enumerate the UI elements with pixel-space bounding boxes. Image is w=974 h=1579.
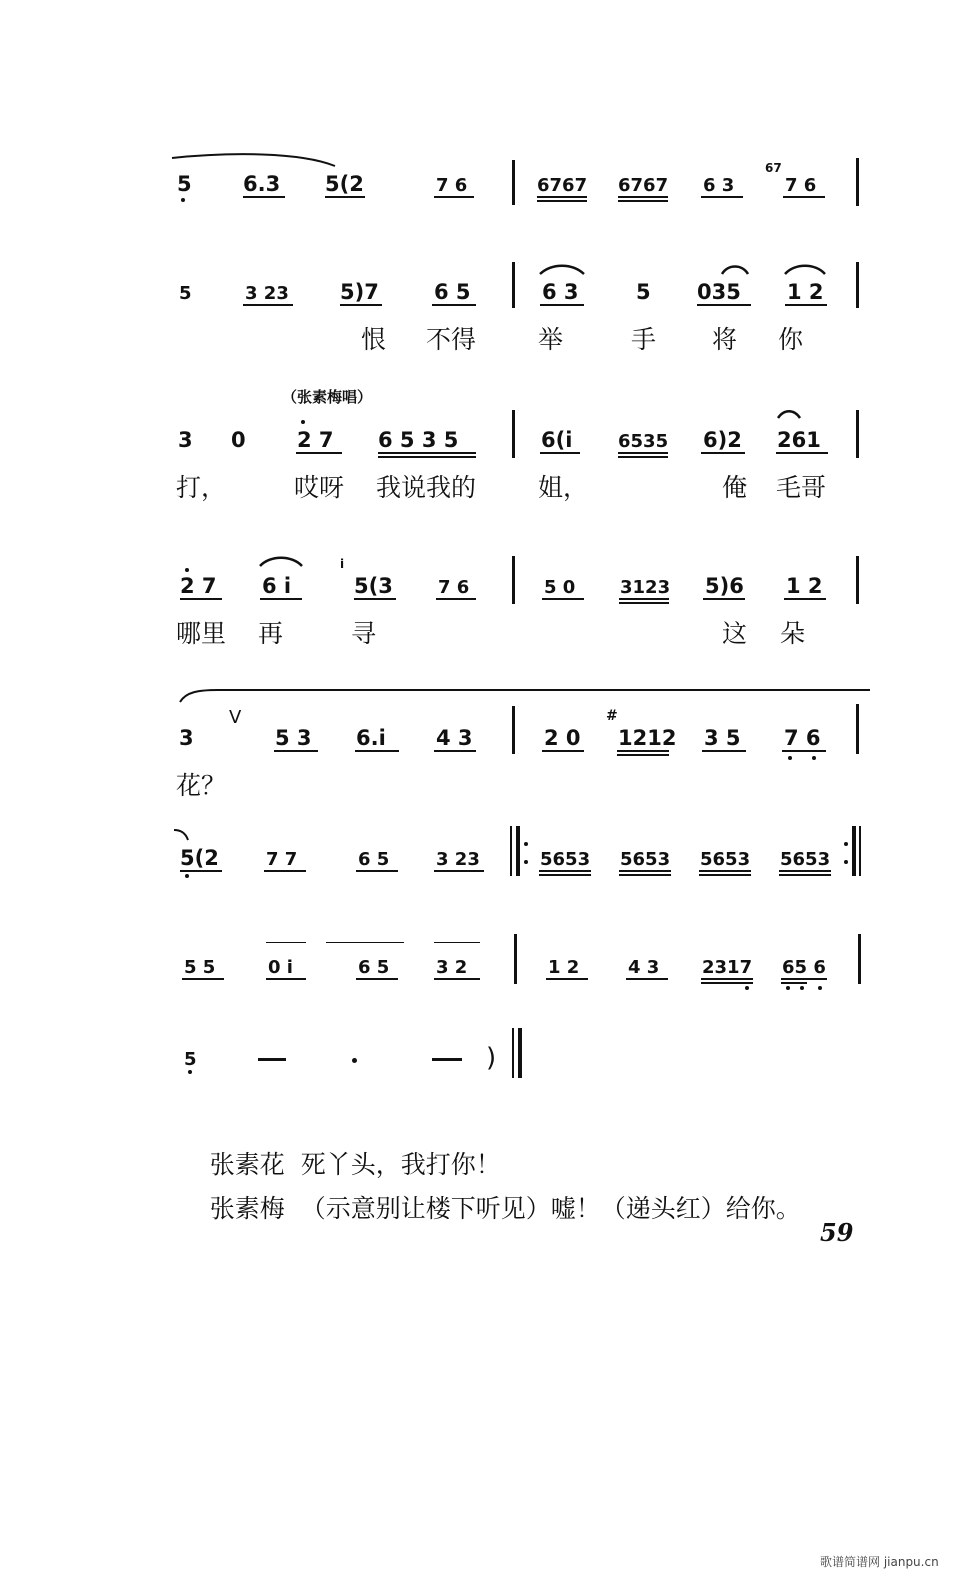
underline <box>356 870 398 872</box>
underline <box>540 304 584 306</box>
underline <box>436 598 476 600</box>
underline <box>701 978 753 980</box>
underline <box>699 870 751 872</box>
close-paren: ) <box>486 1043 497 1073</box>
dialog-line <box>178 1164 801 1254</box>
note-dot-low <box>185 874 189 878</box>
note: 5653 <box>540 849 591 870</box>
note-dot-high <box>301 420 305 424</box>
underline <box>266 942 306 943</box>
underline <box>243 304 293 306</box>
lyric: 再 <box>258 619 284 648</box>
note: 2 7 <box>180 574 217 598</box>
underline <box>781 982 807 984</box>
note: 0 <box>231 428 246 452</box>
dash-hold <box>432 1058 462 1061</box>
lyric: 手 <box>631 325 657 354</box>
dash-hold <box>258 1058 286 1061</box>
underline <box>540 452 580 454</box>
barline <box>512 262 515 308</box>
repeat-dot <box>844 860 848 864</box>
underline <box>618 452 668 454</box>
note: 6.i <box>356 726 386 750</box>
note-dot-low <box>188 1070 192 1074</box>
underline <box>325 196 365 198</box>
underline <box>546 978 588 980</box>
underline <box>432 304 476 306</box>
note: 5653 <box>620 849 671 870</box>
underline <box>785 304 827 306</box>
note: 7 6 <box>785 175 817 196</box>
lyric: 这 <box>722 619 748 648</box>
barline <box>856 410 859 458</box>
final-bar-thick <box>518 1028 522 1078</box>
repeat-start-thin <box>510 826 512 876</box>
underline <box>434 942 480 943</box>
underline <box>618 196 668 198</box>
underline <box>274 750 318 752</box>
note: 5(2 <box>180 846 219 870</box>
speaker: 张素花 <box>209 1150 285 1179</box>
watermark: 歌谱简谱网 jianpu.cn <box>820 1555 939 1569</box>
note: 5 5 <box>184 957 216 978</box>
underline <box>434 750 476 752</box>
note: 4 3 <box>628 957 660 978</box>
underline <box>537 200 587 202</box>
underline <box>356 978 398 980</box>
underline <box>619 602 669 604</box>
note: 6767 <box>618 175 669 196</box>
repeat-end-thick <box>852 826 856 876</box>
note: 3 <box>179 726 194 750</box>
underline <box>702 750 746 752</box>
barline <box>512 706 515 754</box>
underline <box>701 982 753 984</box>
lyric: 朵 <box>780 619 806 648</box>
note: 5)6 <box>705 574 744 598</box>
underline <box>618 200 668 202</box>
lyric: 我说我的 <box>376 473 477 502</box>
note: 6(i <box>541 428 573 452</box>
underline <box>326 942 404 943</box>
singer-cue: （张素梅唱） <box>282 388 373 406</box>
note-dot-low <box>181 198 185 202</box>
note: 6767 <box>537 175 588 196</box>
underline <box>296 452 342 454</box>
note: 5 <box>179 283 192 304</box>
sharp-sign: # <box>606 708 618 724</box>
note: 3 2 <box>436 957 468 978</box>
note: 7 6 <box>438 577 470 598</box>
slur-arc <box>783 262 827 276</box>
barline <box>512 160 515 205</box>
breath-mark: V <box>229 707 242 728</box>
repeat-end-thin <box>859 826 861 876</box>
underline <box>434 196 474 198</box>
note: 3123 <box>620 577 671 598</box>
tie-arc <box>178 688 872 704</box>
underline <box>701 452 745 454</box>
lyric: 哪里 <box>176 619 227 648</box>
underline <box>781 978 827 980</box>
barline <box>512 556 515 604</box>
note: 6 5 3 5 <box>378 428 459 452</box>
underline <box>618 456 668 458</box>
note: 6 3 <box>542 280 579 304</box>
note: 5(2 <box>325 172 364 196</box>
lyric: 俺 <box>722 473 748 502</box>
underline <box>355 750 399 752</box>
underline <box>619 870 671 872</box>
note: 1212 <box>618 726 677 750</box>
note: 5653 <box>780 849 831 870</box>
underline <box>782 750 826 752</box>
page-number: 59 <box>820 1218 854 1247</box>
barline <box>512 410 515 458</box>
note: 0 i <box>268 957 293 978</box>
note: 1 2 <box>786 574 823 598</box>
underline <box>542 750 584 752</box>
note: 5 <box>636 280 651 304</box>
dialog-text: （示意别让楼下听见）嘘！（递头红）给你。 <box>300 1194 801 1223</box>
underline <box>697 304 751 306</box>
note: 5 <box>184 1049 197 1070</box>
underline <box>779 874 831 876</box>
slur-arc <box>258 554 304 568</box>
note: 035 <box>697 280 741 304</box>
note: 5 3 <box>275 726 312 750</box>
barline <box>856 704 859 754</box>
lyric: 打， <box>176 473 227 502</box>
final-bar-thin <box>512 1028 514 1078</box>
repeat-dot <box>524 860 528 864</box>
underline <box>260 598 302 600</box>
repeat-start-thick <box>516 826 520 876</box>
note: 3 23 <box>436 849 480 870</box>
underline <box>776 452 828 454</box>
note: 1 2 <box>787 280 824 304</box>
repeat-dot <box>524 842 528 846</box>
dot-hold <box>352 1058 357 1063</box>
tie-arc <box>172 828 190 842</box>
underline <box>619 598 669 600</box>
lyric: 花？ <box>176 771 227 800</box>
note: 3 <box>178 428 193 452</box>
note-dot-low <box>800 986 804 990</box>
note-dot-low <box>745 986 749 990</box>
underline <box>340 304 382 306</box>
note-dot-low <box>786 986 790 990</box>
underline <box>619 874 671 876</box>
note: 6 5 <box>358 957 390 978</box>
note: 65 6 <box>782 957 826 978</box>
note: 6 5 <box>434 280 471 304</box>
underline <box>434 870 484 872</box>
note: 5(3 <box>354 574 393 598</box>
grace-note: 67 <box>765 161 782 175</box>
note: 2 7 <box>297 428 334 452</box>
lyric: 寻 <box>351 619 377 648</box>
note-dot-low <box>812 756 816 760</box>
underline <box>703 598 745 600</box>
underline <box>180 598 222 600</box>
note: 5 <box>177 172 192 196</box>
lyric: 不得 <box>426 325 477 354</box>
underline <box>542 598 584 600</box>
lyric: 举 <box>538 325 564 354</box>
underline <box>784 598 826 600</box>
barline <box>856 262 859 308</box>
barline <box>858 934 861 984</box>
underline <box>378 452 476 454</box>
note: 7 7 <box>266 849 298 870</box>
lyric: 毛哥 <box>776 473 827 502</box>
underline <box>180 870 222 872</box>
underline <box>779 870 831 872</box>
note: 6.3 <box>243 172 281 196</box>
note: 6)2 <box>703 428 742 452</box>
slur-arc <box>538 262 586 276</box>
underline <box>354 598 396 600</box>
note: 2317 <box>702 957 753 978</box>
lyric: 将 <box>712 325 738 354</box>
underline <box>539 874 591 876</box>
underline <box>699 874 751 876</box>
note: 3 5 <box>704 726 741 750</box>
note: 7 6 <box>784 726 821 750</box>
barline <box>856 556 859 604</box>
lyric: 姐， <box>538 473 589 502</box>
note: 5653 <box>700 849 751 870</box>
slur-arc <box>776 408 802 420</box>
underline <box>243 196 285 198</box>
dialog-text: 死丫头，我打你！ <box>300 1150 501 1179</box>
underline <box>539 870 591 872</box>
barline <box>514 934 517 984</box>
note: 1 2 <box>548 957 580 978</box>
underline <box>701 196 743 198</box>
slur-arc <box>720 262 750 276</box>
underline <box>434 978 480 980</box>
underline <box>537 196 587 198</box>
grace-note: i <box>340 557 345 571</box>
note-dot-low <box>788 756 792 760</box>
underline <box>264 870 306 872</box>
note: 6 3 <box>703 175 735 196</box>
lyric: 哎呀 <box>294 473 345 502</box>
lyric: 你 <box>778 325 804 354</box>
underline <box>266 978 306 980</box>
note: 4 3 <box>436 726 473 750</box>
note: 5 0 <box>544 577 576 598</box>
tie-arc <box>170 150 340 170</box>
underline <box>378 456 476 458</box>
underline <box>617 750 669 752</box>
repeat-dot <box>844 842 848 846</box>
underline <box>617 754 669 756</box>
lyric: 恨 <box>361 325 387 354</box>
note-dot-high <box>185 568 189 572</box>
underline <box>783 196 825 198</box>
underline <box>182 978 224 980</box>
barline <box>856 158 859 206</box>
note: 261 <box>777 428 821 452</box>
note: 7 6 <box>436 175 468 196</box>
note: 3 23 <box>245 283 289 304</box>
note: 5)7 <box>340 280 379 304</box>
note-dot-low <box>818 986 822 990</box>
note: 6535 <box>618 431 669 452</box>
note: 6 i <box>262 574 292 598</box>
underline <box>626 978 668 980</box>
speaker: 张素梅 <box>209 1194 285 1223</box>
note: 6 5 <box>358 849 390 870</box>
note: 2 0 <box>544 726 581 750</box>
